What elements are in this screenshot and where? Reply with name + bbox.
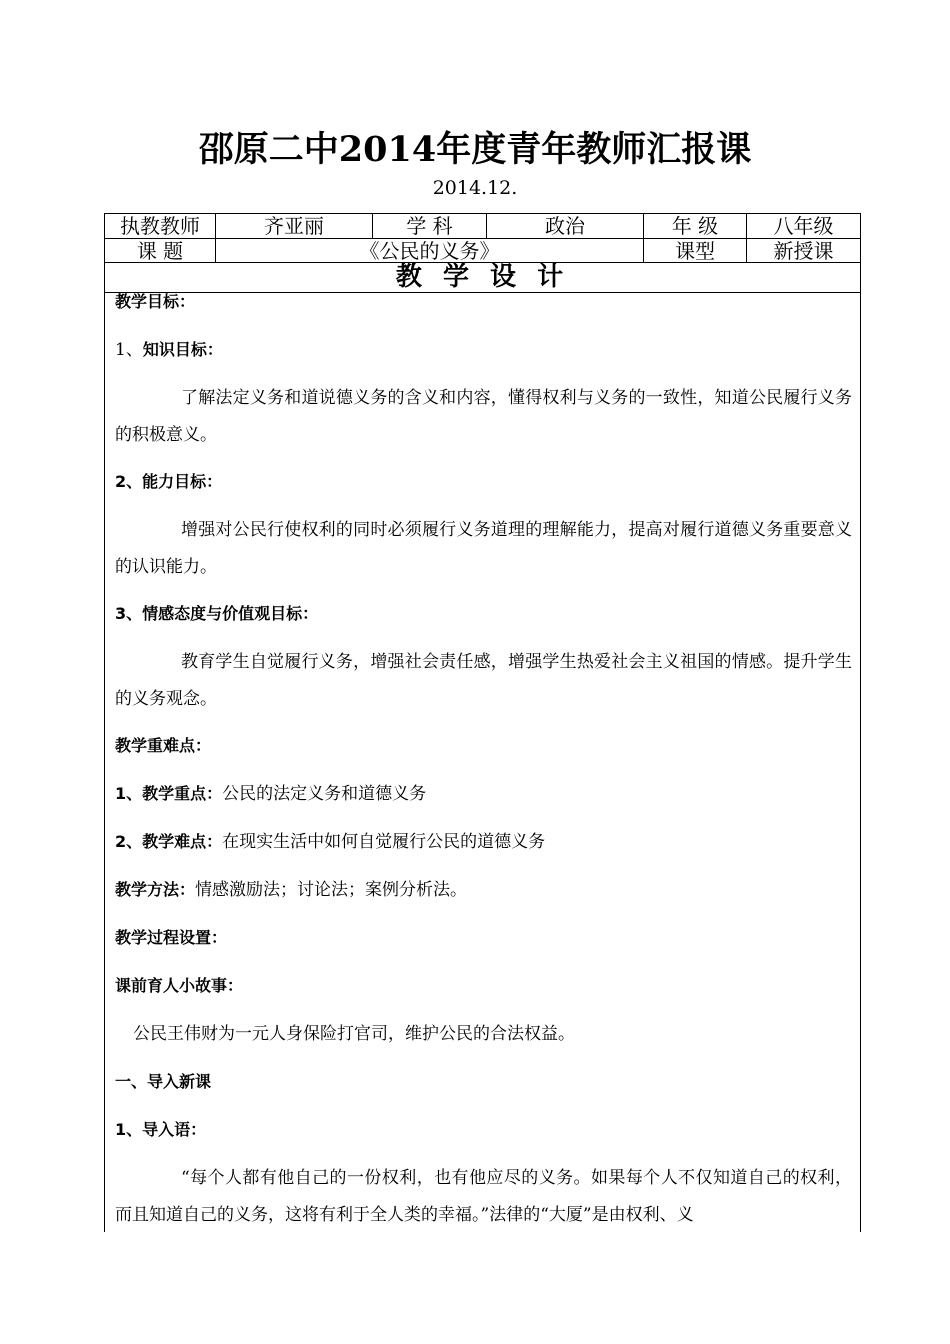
- key-points-heading: 教学重难点：: [115, 736, 212, 755]
- teacher-label: 执教教师: [105, 214, 216, 238]
- teacher-value: 齐亚丽: [216, 214, 373, 238]
- grade-label: 年 级: [644, 214, 747, 238]
- page-title: 邵原二中2014年度青年教师汇报课: [198, 129, 752, 170]
- topic-label: 课 题: [105, 239, 216, 262]
- intro-text: “每个人都有他自己的一份权利，也有他应尽的义务。如果每个人不仅知道自己的权利，而且知道自己的义务，这将有利于全人类的幸福。”法律的“大厦”是由权利、义: [115, 1168, 852, 1225]
- type-label: 课型: [644, 239, 747, 262]
- key-point-2-text: 在现实生活中如何自觉履行公民的道德义务: [222, 832, 546, 852]
- method-line: [115, 878, 852, 902]
- type-value: 新授课: [773, 239, 834, 263]
- ability-heading: 2、能力目标：: [115, 472, 223, 491]
- key-point-2: [115, 830, 852, 854]
- story-heading: 课前育人小故事：: [115, 976, 244, 995]
- grade-value: 八年级: [773, 214, 834, 238]
- topic-value: 《公民的义务》: [216, 239, 644, 262]
- knowledge-num: 1、: [115, 340, 143, 360]
- date-line: 2014.12.: [432, 177, 518, 199]
- emotion-heading: 3、情感态度与价值观目标：: [115, 604, 319, 623]
- subject-value: 政治: [487, 214, 644, 238]
- info-row-2: [105, 239, 860, 263]
- knowledge-text: 了解法定义务和道说德义务的含义和内容，懂得权利与义务的一致性，知道公民履行义务的积极意义。: [115, 388, 852, 445]
- key-point-1: [115, 782, 852, 806]
- knowledge-label: 知识目标：: [142, 340, 223, 359]
- key-point-2-label: 2、教学难点：: [115, 832, 223, 851]
- method-text: 情感激励法；讨论法；案例分析法。: [195, 880, 468, 900]
- story-text: 公民王伟财为一元人身保险打官司，维护公民的合法权益。: [133, 1024, 575, 1044]
- intro-heading: 一、导入新课: [115, 1072, 212, 1091]
- method-label: 教学方法：: [115, 880, 196, 899]
- process-heading: 教学过程设置：: [115, 928, 228, 947]
- design-heading: 教 学 设 计: [105, 262, 860, 293]
- goals-heading: 教学目标：: [115, 292, 196, 311]
- intro-subheading: 1、导入语：: [115, 1120, 207, 1139]
- emotion-text: 教育学生自觉履行义务，增强社会责任感，增强学生热爱社会主义祖国的情感。提升学生的义务观念。: [115, 652, 852, 709]
- lesson-table: [104, 213, 861, 1232]
- subject-label: 学 科: [373, 214, 487, 238]
- key-point-1-label: 1、教学重点：: [115, 784, 223, 803]
- knowledge-heading: [115, 338, 852, 362]
- info-row-1: [105, 214, 860, 239]
- ability-text: 增强对公民行使权利的同时必须履行义务道理的理解能力，提高对履行道德义务重要意义的认识能力。: [115, 520, 852, 577]
- key-point-1-text: 公民的法定义务和道德义务: [222, 784, 427, 804]
